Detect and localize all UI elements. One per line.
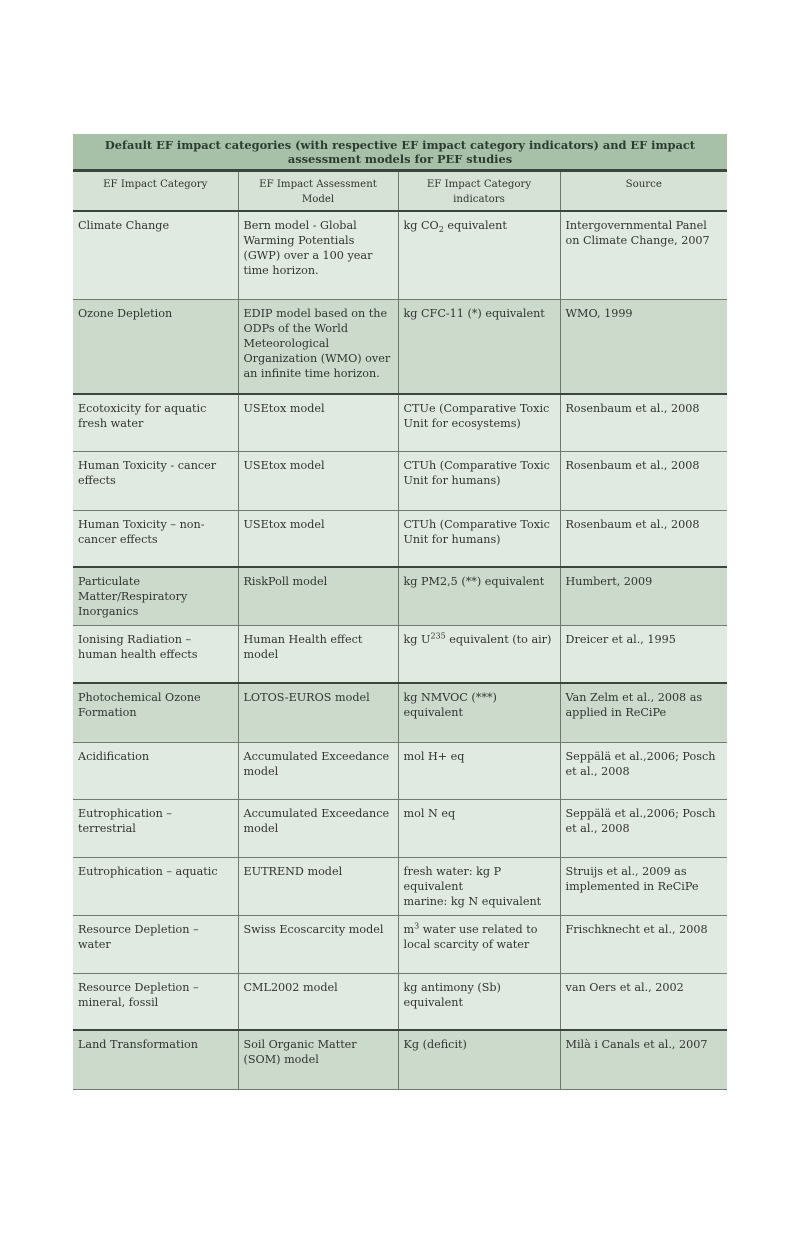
category-indicator-cell: kg antimony (Sb) equivalent (398, 973, 560, 1030)
source-cell: Humbert, 2009 (560, 567, 727, 625)
table-row (73, 799, 727, 857)
source-cell: Rosenbaum et al., 2008 (560, 394, 727, 451)
category-indicator-cell: kg CFC-11 (*) equivalent (398, 299, 560, 394)
table-row (73, 625, 727, 683)
source-cell: Dreicer et al., 1995 (560, 625, 727, 683)
impact-category-cell: Photochemical Ozone Formation (73, 683, 238, 742)
table-row (73, 451, 727, 510)
impact-category-cell: Resource Depletion – water (73, 915, 238, 973)
category-indicator-cell: mol H+ eq (398, 742, 560, 799)
header-category-indicators: EF Impact Category indicators (398, 171, 560, 212)
table-row (73, 683, 727, 742)
category-indicator-cell: CTUe (Comparative Toxic Unit for ecosystems) (398, 394, 560, 451)
source-cell: Intergovernmental Panel on Climate Change, 2007 (560, 211, 727, 299)
source-cell: Van Zelm et al., 2008 as applied in ReCiPe (560, 683, 727, 742)
source-cell: Rosenbaum et al., 2008 (560, 510, 727, 567)
source-cell: Seppälä et al.,2006; Posch et al., 2008 (560, 799, 727, 857)
table-row (73, 510, 727, 567)
category-indicator-cell: CTUh (Comparative Toxic Unit for humans) (398, 510, 560, 567)
table-row (73, 857, 727, 915)
header-assessment-model: EF Impact Assessment Model (238, 171, 398, 212)
assessment-model-cell: CML2002 model (238, 973, 398, 1030)
impact-category-cell: Land Transformation (73, 1030, 238, 1089)
header-impact-category: EF Impact Category (73, 171, 238, 212)
table-row (73, 742, 727, 799)
impact-categories-table (73, 134, 727, 1090)
category-indicator-cell: kg $CO_2$ equivalent (398, 211, 560, 299)
impact-category-cell: Ionising Radiation – human health effects (73, 625, 238, 683)
category-indicator-cell: kg NMVOC (***) equivalent (398, 683, 560, 742)
table-row (73, 394, 727, 451)
source-cell: Milà i Canals et al., 2007 (560, 1030, 727, 1089)
table-row (73, 211, 727, 299)
table-title: Default EF impact categories (with respective EF impact category indicators) and EF impact assessment models for PEF studies (73, 134, 727, 171)
source-cell: WMO, 1999 (560, 299, 727, 394)
assessment-model-cell: Accumulated Exceedance model (238, 799, 398, 857)
impact-category-cell: Ecotoxicity for aquatic fresh water (73, 394, 238, 451)
category-indicator-cell: kg $U^{235}$ equivalent (to air) (398, 625, 560, 683)
assessment-model-cell: Accumulated Exceedance model (238, 742, 398, 799)
impact-category-cell: Human Toxicity – non-cancer effects (73, 510, 238, 567)
category-indicator-cell: Kg (deficit) (398, 1030, 560, 1089)
source-cell: Struijs et al., 2009 as implemented in ReCiPe (560, 857, 727, 915)
assessment-model-cell: USEtox model (238, 451, 398, 510)
impact-category-cell: Particulate Matter/Respiratory Inorganics (73, 567, 238, 625)
impact-category-cell: Human Toxicity - cancer effects (73, 451, 238, 510)
category-indicator-cell: mol N eq (398, 799, 560, 857)
impact-category-cell: Eutrophication – terrestrial (73, 799, 238, 857)
source-cell: Rosenbaum et al., 2008 (560, 451, 727, 510)
table-row (73, 1030, 727, 1089)
assessment-model-cell: EDIP model based on the ODPs of the World Meteorological Organization (WMO) over an infinite time horizon. (238, 299, 398, 394)
table-header-row (73, 171, 727, 212)
category-indicator-cell: fresh water: kg P equivalent marine: kg N equivalent (398, 857, 560, 915)
assessment-model-cell: USEtox model (238, 394, 398, 451)
header-source: Source (560, 171, 727, 212)
assessment-model-cell: Swiss Ecoscarcity model (238, 915, 398, 973)
impact-category-cell: Resource Depletion – mineral, fossil (73, 973, 238, 1030)
impact-category-cell: Acidification (73, 742, 238, 799)
source-cell: van Oers et al., 2002 (560, 973, 727, 1030)
table-row (73, 567, 727, 625)
assessment-model-cell: USEtox model (238, 510, 398, 567)
assessment-model-cell: RiskPoll model (238, 567, 398, 625)
assessment-model-cell: LOTOS-EUROS model (238, 683, 398, 742)
category-indicator-cell: kg PM2,5 (**) equivalent (398, 567, 560, 625)
category-indicator-cell: CTUh (Comparative Toxic Unit for humans) (398, 451, 560, 510)
impact-category-cell: Eutrophication – aquatic (73, 857, 238, 915)
assessment-model-cell: EUTREND model (238, 857, 398, 915)
source-cell: Frischknecht et al., 2008 (560, 915, 727, 973)
source-cell: Seppälä et al.,2006; Posch et al., 2008 (560, 742, 727, 799)
table-row (73, 973, 727, 1030)
assessment-model-cell: Soil Organic Matter (SOM) model (238, 1030, 398, 1089)
category-indicator-cell: $m^3$ water use related to local scarcity of water (398, 915, 560, 973)
table-row (73, 915, 727, 973)
impact-category-cell: Ozone Depletion (73, 299, 238, 394)
assessment-model-cell: Bern model - Global Warming Potentials (GWP) over a 100 year time horizon. (238, 211, 398, 299)
assessment-model-cell: Human Health effect model (238, 625, 398, 683)
impact-category-cell: Climate Change (73, 211, 238, 299)
table-row (73, 299, 727, 394)
